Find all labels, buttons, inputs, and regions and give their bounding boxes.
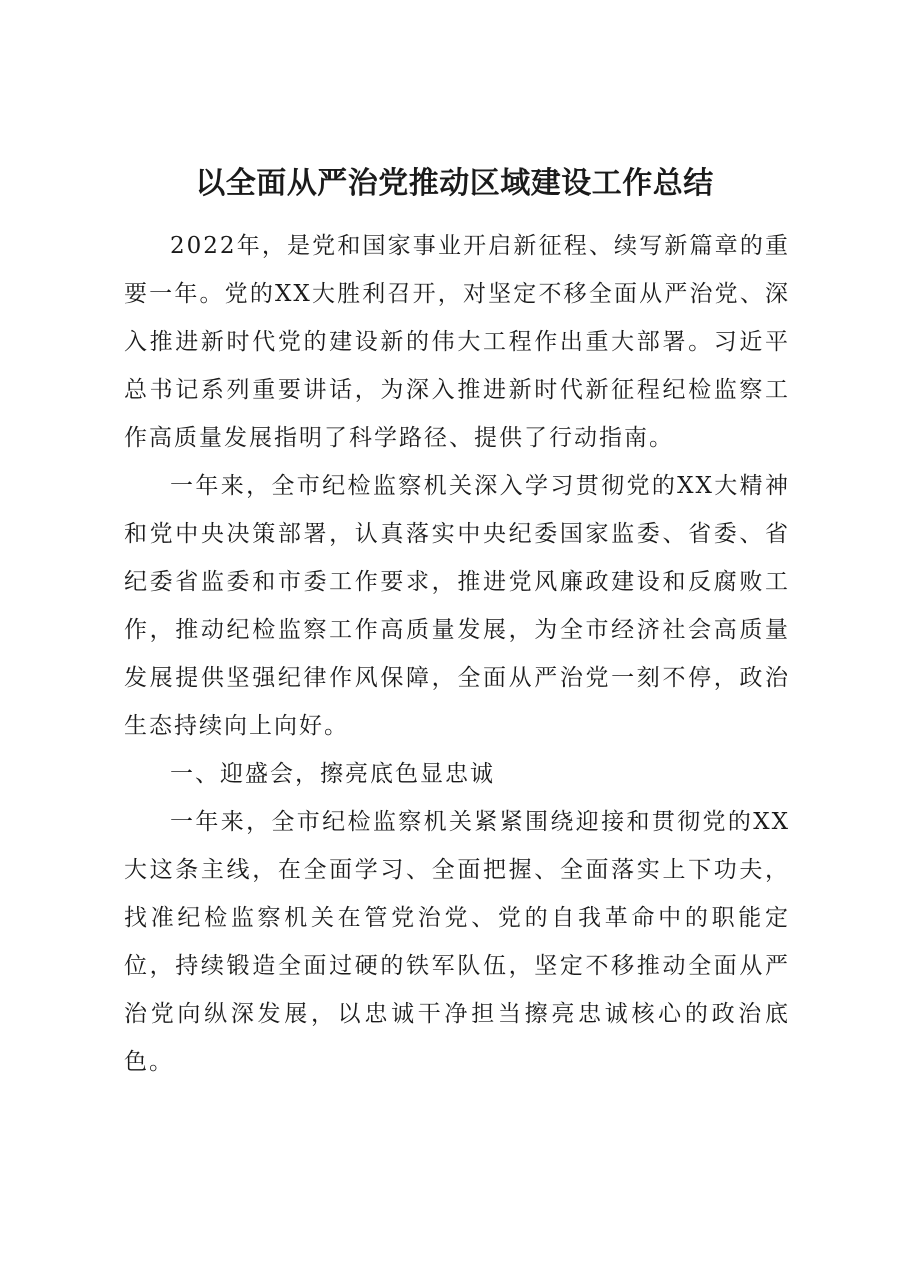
document-title: 以全面从严治党推动区域建设工作总结	[195, 166, 714, 201]
paragraph-section-1: 一年来，全市纪检监察机关紧紧围绕迎接和贯彻党的XX大这条主线，在全面学习、全面把握、全面落实上下功夫，找准纪检监察机关在管党治党、党的自我革命中的职能定位，持续锻造全面过硬的铁军队伍，坚定不移推动全面从严治党向纵深发展，以忠诚干净担当擦亮忠诚核心的政治底色。	[124, 809, 790, 1075]
section-heading-1: 一、迎盛会，擦亮底色显忠诚	[170, 761, 495, 787]
paragraph-intro: 2022年，是党和国家事业开启新征程、续写新篇章的重要一年。党的XX大胜利召开，对坚定不移全面从严治党、深入推进新时代党的建设新的伟大工程作出重大部署。习近平总书记系列重要讲话，为深入推进新时代新征程纪检监察工作高质量发展指明了科学路径、提供了行动指南。	[124, 233, 790, 451]
document-body	[124, 222, 790, 1086]
paragraph-summary: 一年来，全市纪检监察机关深入学习贯彻党的XX大精神和党中央决策部署，认真落实中央纪委国家监委、省委、省纪委省监委和市委工作要求，推进党风廉政建设和反腐败工作，推动纪检监察工作高质量发展，为全市经济社会高质量发展提供坚强纪律作风保障，全面从严治党一刻不停，政治生态持续向上向好。	[124, 473, 790, 739]
